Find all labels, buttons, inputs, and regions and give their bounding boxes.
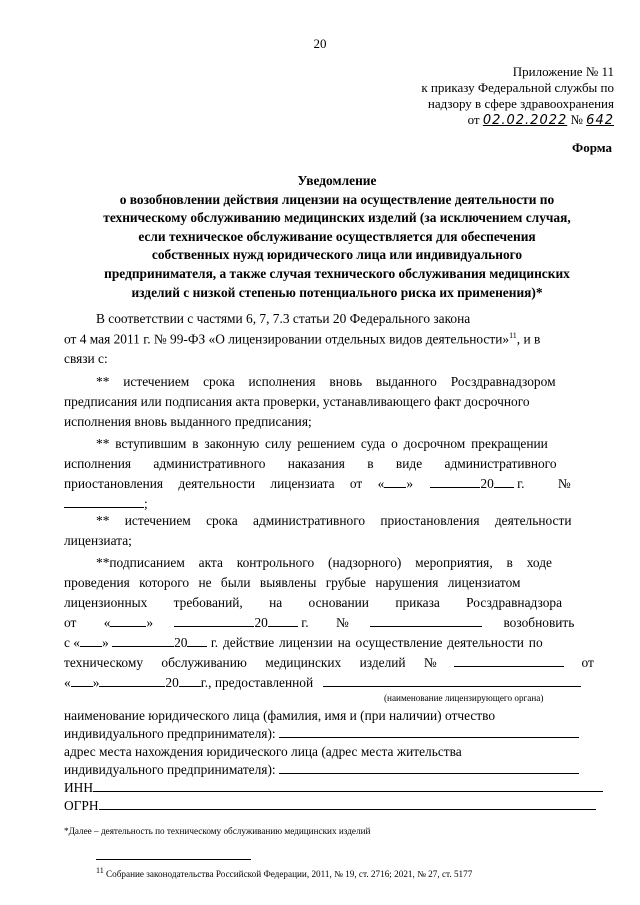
body-line — [96, 311, 610, 327]
appendix-block — [374, 64, 614, 129]
date-prefix: от — [467, 112, 480, 127]
page-number: 20 — [313, 36, 327, 51]
text: » — [406, 476, 414, 491]
text: г., предоставленной — [200, 675, 314, 690]
text: , и в — [516, 331, 541, 347]
number-prefix: № — [570, 112, 583, 127]
body-line: лицензионных требований, на основании приказа Росздравнадзора — [64, 595, 563, 610]
title-line: техническому обслуживанию медицинских изделий (за исключением случая, — [103, 210, 571, 226]
body-line: проведения которого не были выявлены грубые нарушения лицензиатом — [64, 575, 521, 590]
inn-field-line — [64, 780, 603, 796]
blank-field[interactable] — [112, 635, 174, 647]
form-label: Форма — [572, 140, 612, 155]
address-field-line — [64, 762, 579, 778]
handwritten-date: 02.02.2022 — [482, 113, 568, 128]
title-line: собственных нужд юридического лица или индивидуального — [151, 247, 523, 263]
body-line: ** истечением срока исполнения вновь выданного Росздравнадзором — [96, 374, 556, 389]
ogrn-field[interactable] — [99, 798, 596, 810]
footnote-mark: 11 — [96, 866, 104, 875]
document-title — [62, 172, 612, 302]
text: приостановления деятельности лицензиата от « — [64, 476, 385, 491]
text: 20 — [174, 635, 188, 650]
blank-field[interactable] — [71, 675, 93, 687]
text: № — [335, 615, 349, 630]
field-label: индивидуального предпринимателя): — [64, 762, 276, 777]
text: 20 — [254, 615, 268, 630]
text: ; — [144, 496, 148, 511]
text: от « — [64, 615, 111, 630]
title-line: изделий с низкой степенью потенциального риска их применения)* — [131, 284, 543, 300]
blank-field[interactable] — [187, 635, 207, 647]
text: В соответствии с частями 6, 7, 7.3 статьи 20 Федерального закона — [96, 311, 471, 326]
text: 20 — [480, 476, 494, 491]
appendix-line-3: надзору в сфере здравоохранения — [427, 96, 614, 111]
text: от 4 мая 2011 г. № 99-ФЗ «О лицензировании отдельных видов деятельности» — [64, 331, 510, 347]
inn-label: ИНН — [64, 780, 94, 795]
body-line: **подписанием акта контрольного (надзорного) мероприятия, в ходе — [96, 555, 552, 570]
blank-field[interactable] — [174, 615, 254, 627]
body-line — [64, 331, 540, 347]
body-line: связи с: — [64, 351, 108, 366]
body-line — [64, 635, 543, 651]
text: » — [146, 615, 154, 630]
body-line: ** истечением срока административного приостановления деятельности — [96, 513, 572, 528]
handwritten-number: 642 — [586, 113, 614, 128]
body-line — [64, 655, 594, 671]
body-line — [64, 476, 571, 492]
field-label: наименование юридического лица (фамилия, имя и (при наличии) отчество — [64, 708, 496, 723]
title-line: Уведомление — [297, 173, 377, 188]
licensing-authority-field[interactable] — [323, 675, 581, 687]
text: с « — [64, 635, 80, 650]
blank-field[interactable] — [99, 675, 165, 687]
asterisk-note: *Далее – деятельность по техническому обслуживанию медицинских изделий — [64, 826, 371, 836]
blank-field[interactable] — [268, 615, 298, 627]
blank-field[interactable] — [110, 615, 146, 627]
text: № — [557, 476, 571, 491]
blank-field[interactable] — [80, 635, 102, 647]
footnote — [96, 866, 472, 879]
title-line: если техническое обслуживание осуществляется для обеспечения — [138, 228, 536, 244]
body-line — [64, 496, 148, 512]
title-line: о возобновлении действия лицензии на осуществление деятельности по — [119, 191, 555, 207]
text: г. — [517, 476, 525, 491]
footnote-text: Собрание законодательства Российской Федерации, 2011, № 19, ст. 2716; 2021, № 27, ст. 5177 — [106, 869, 473, 880]
name-field-line — [64, 726, 579, 742]
address-field[interactable] — [279, 762, 579, 774]
body-line: исполнения вновь выданного предписания; — [64, 414, 312, 429]
blank-field[interactable] — [494, 476, 514, 488]
footnote-divider — [96, 859, 251, 860]
ogrn-field-line — [64, 798, 596, 814]
blank-field[interactable] — [64, 496, 144, 508]
name-field[interactable] — [279, 726, 579, 738]
body-line: ** вступившим в законную силу решением суда о досрочном прекращении — [96, 436, 548, 451]
inn-field[interactable] — [93, 780, 603, 792]
text: » — [102, 635, 109, 650]
blank-field[interactable] — [384, 476, 406, 488]
field-label: индивидуального предпринимателя): — [64, 726, 276, 741]
blank-field[interactable] — [179, 675, 201, 687]
text: от — [581, 655, 594, 670]
footnote-ref: 11 — [509, 331, 517, 340]
title-line: предпринимателя, а также случая технического обслуживания медицинских — [104, 265, 570, 281]
field-label: адрес места нахождения юридического лица (адрес места жительства — [64, 744, 462, 759]
text: 20 — [165, 675, 179, 690]
body-line: лицензиата; — [64, 533, 132, 548]
body-line: исполнения административного наказания в виде административного — [64, 456, 557, 471]
text: техническому обслуживанию медицинских изделий № — [64, 655, 437, 670]
body-line — [64, 675, 581, 691]
text: г. — [301, 615, 309, 630]
body-line: предписания или подписания акта проверки, устанавливающего факт досрочного — [64, 394, 530, 409]
ogrn-label: ОГРН — [64, 798, 99, 813]
appendix-date-line — [374, 112, 614, 129]
text: возобновить — [503, 615, 575, 630]
body-line — [64, 615, 574, 631]
appendix-line-1: Приложение № 11 — [512, 64, 614, 79]
text: » — [92, 675, 100, 690]
blank-field[interactable] — [370, 615, 482, 627]
text: « — [64, 675, 71, 690]
blank-field[interactable] — [430, 476, 480, 488]
blank-field[interactable] — [454, 655, 564, 667]
text: г. действие лицензии на осуществление деятельности по — [210, 635, 543, 650]
appendix-line-2: к приказу Федеральной службы по — [421, 80, 614, 95]
licensing-authority-caption: (наименование лицензирующего органа) — [384, 693, 544, 703]
